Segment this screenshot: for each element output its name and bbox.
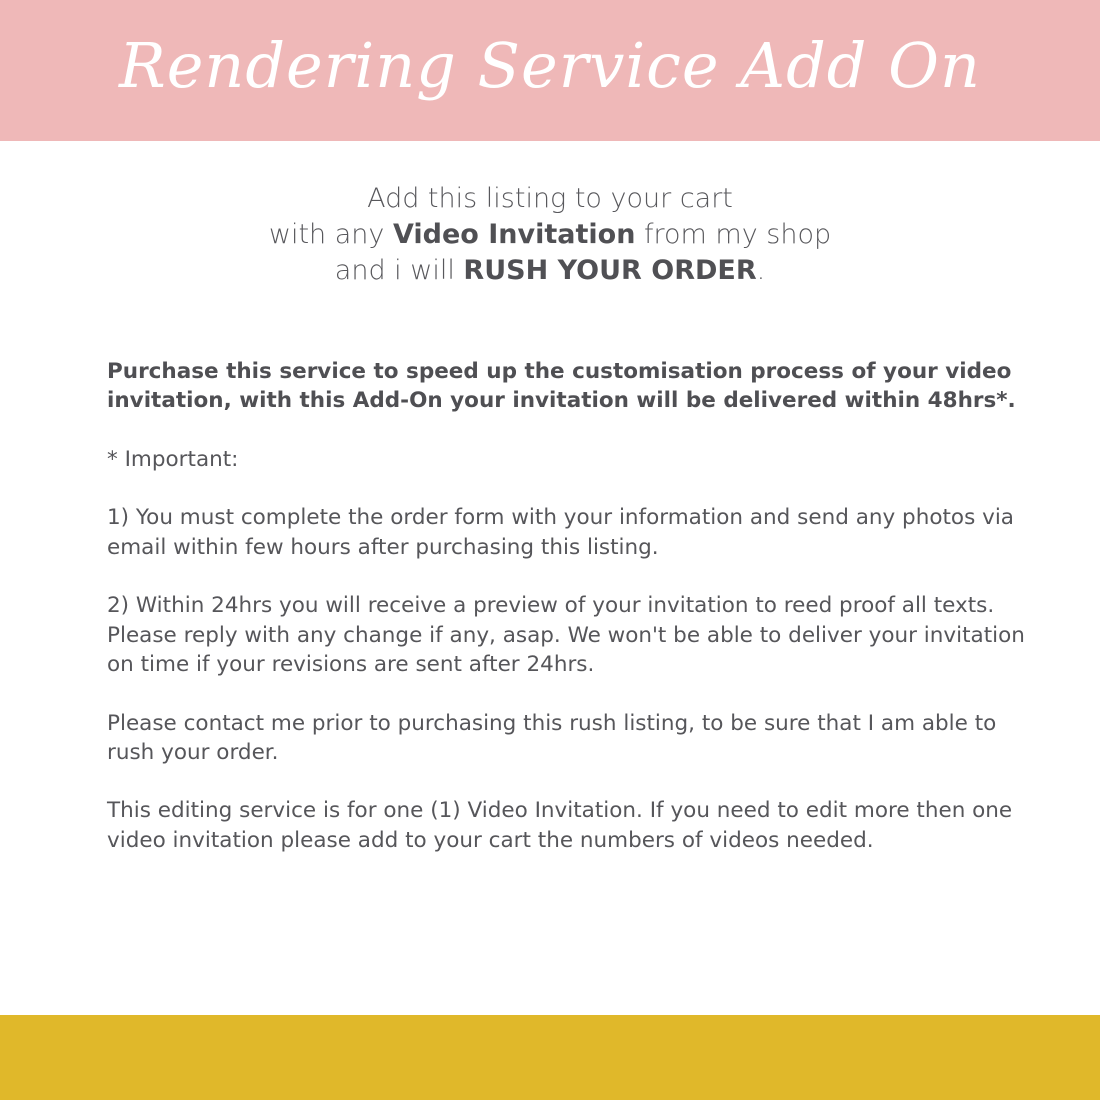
page-title: Rendering Service Add On [119, 29, 981, 102]
important-heading: * Important: [107, 446, 239, 472]
header-band [0, 0, 1100, 141]
footer-band [0, 1015, 1100, 1100]
scope-note: This editing service is for one (1) Video Invitation. If you need to edit more then one video invitation please add to your cart the numbers of videos needed. [107, 798, 1013, 853]
intro-line-2 [0, 217, 1100, 253]
intro-line-3 [0, 253, 1100, 289]
video-invitation-highlight: Video Invitation [392, 219, 636, 250]
description-block [107, 357, 1037, 884]
intro-block [0, 181, 1100, 289]
contact-note: Please contact me prior to purchasing this rush listing, to be sure that I am able to rush your order. [107, 710, 997, 765]
intro-line-1: Add this listing to your cart [367, 183, 733, 214]
requirement-1: 1) You must complete the order form with your information and send any photos via email within few hours after purchasing this listing. [107, 505, 1014, 560]
requirement-2: 2) Within 24hrs you will receive a preview of your invitation to reed proof all texts. Please reply with any change if any, asap. We won't be able to deliver your invitation on time if your revisions are sent after 24hrs. [107, 593, 1025, 677]
intro-line-2-suffix: from my shop [635, 219, 832, 250]
service-summary: Purchase this service to speed up the customisation process of your video invitation, with this Add-On your invitation will be delivered within 48hrs*. [107, 359, 1016, 414]
intro-line-2-prefix: with any [268, 219, 393, 250]
rush-order-highlight: RUSH YOUR ORDER [463, 255, 757, 286]
intro-line-3-prefix: and i will [334, 255, 464, 286]
intro-line-3-suffix: . [756, 255, 766, 286]
